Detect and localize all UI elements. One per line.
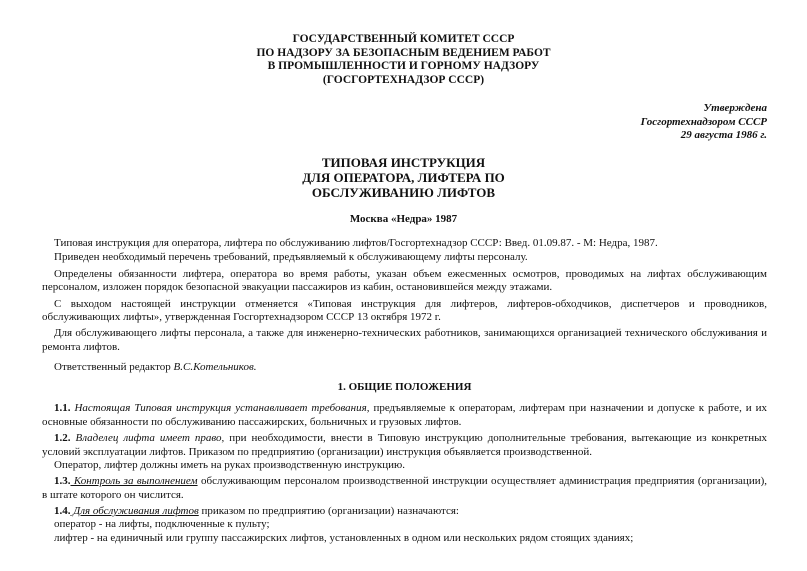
- item-1-3: [42, 475, 767, 502]
- item-1-4-number: 1.4.: [54, 505, 71, 518]
- editor-line: [42, 361, 767, 374]
- item-1-1-lead: Настоящая Типовая инструкция устанавливает требования,: [70, 402, 370, 415]
- header-line-2: ПО НАДЗОРУ ЗА БЕЗОПАСНЫМ ВЕДЕНИЕМ РАБОТ: [256, 46, 551, 59]
- intro-paragraph-2: Приведен необходимый перечень требований, предъявляемый к обслуживающему лифты персоналу.: [54, 251, 528, 264]
- agency-header: [0, 33, 807, 87]
- item-1-1: [42, 402, 767, 429]
- intro-paragraph-1: Типовая инструкция для оператора, лифтера по обслуживанию лифтов/Госгортехнадзор СССР: Введ. 01.09.87. - М: Недра, 1987.: [54, 237, 658, 249]
- publisher-imprint: Москва «Недра» 1987: [349, 213, 458, 225]
- approval-line-1: Утверждена: [703, 102, 767, 114]
- item-1-3-lead: Контроль за выполнением: [70, 475, 198, 488]
- item-1-4-lead: Для обслуживания лифтов: [70, 505, 199, 518]
- item-1-2-number: 1.2.: [54, 432, 71, 445]
- section-title: 1. ОБЩИЕ ПОЛОЖЕНИЯ: [337, 381, 472, 394]
- title-line-1: ТИПОВАЯ ИНСТРУКЦИЯ: [321, 155, 486, 170]
- item-1-2: [42, 432, 767, 459]
- approval-line-2: Госгортехнадзором СССР: [640, 115, 767, 128]
- document-title: [0, 155, 807, 200]
- intro-paragraph-3: Определены обязанности лифтера, оператора во время работы, указан объем ежесменных осмотров, проводимых на лифтах обслуживающим персоналом, изложен порядок безопасной эвакуации пассажиров из кабин, остановившейся между этажами.: [42, 267, 767, 294]
- document-body: [42, 237, 767, 545]
- header-line-3: В ПРОМЫШЛЕННОСТИ И ГОРНОМУ НАДЗОРУ: [267, 60, 540, 72]
- intro-paragraph-5: Для обслуживающего лифты персонала, а также для инженерно-технических работников, занимающихся организацией технического обслуживания и ремонта лифтов.: [42, 327, 767, 353]
- item-1-2-text: при необходимости, внести в Типовую инструкцию дополнительные требования, вытекающие из конкретных условий эксплуатации лифтов. Приказом по предприятию (организации) инструкция объявляется производственной.: [42, 432, 767, 458]
- editor-label: Ответственный редактор: [54, 361, 174, 374]
- item-1-2-lead: Владелец лифта имеет право,: [70, 432, 225, 445]
- approval-line-3: 29 августа 1986 г.: [680, 129, 767, 141]
- title-line-2: ДЛЯ ОПЕРАТОРА, ЛИФТЕРА ПО: [302, 170, 505, 185]
- item-1-1-number: 1.1.: [54, 402, 71, 415]
- editor-name: В.С.Котельников.: [173, 361, 257, 374]
- item-1-1-text: предъявляемые к операторам, лифтерам при назначении и допуске к работе, и их основные обязанности по обслуживанию пассажирских, больничных и грузовых лифтов.: [42, 402, 767, 428]
- item-1-4: [42, 505, 767, 518]
- item-1-4-text: приказом по предприятию (организации) назначаются:: [198, 505, 459, 518]
- title-line-3: ОБСЛУЖИВАНИЮ ЛИФТОВ: [311, 185, 496, 200]
- item-1-4-lifter: лифтер - на единичный или группу пассажирских лифтов, установленных в одном или нескольких рядом стоящих зданиях;: [54, 531, 634, 544]
- item-1-3-number: 1.3.: [54, 475, 71, 488]
- item-1-2-extra: Оператор, лифтер должны иметь на руках производственную инструкцию.: [54, 458, 405, 471]
- item-1-4-operator: оператор - на лифты, подключенные к пульту;: [54, 518, 270, 531]
- item-1-3-text: обслуживающим персоналом производственной инструкции осуществляет администрация предприятия (организации), в штате которого он числится.: [42, 475, 768, 501]
- header-line-4: (ГОСГОРТЕХНАДЗОР СССР): [322, 73, 485, 86]
- intro-paragraph-4: С выходом настоящей инструкции отменяется «Типовая инструкция для лифтеров, лифтеров-обходчиков, диспетчеров и проводников, обслуживающих лифты», утвержденная Госгортехнадзором СССР 13 октября 1972 г.: [42, 297, 767, 323]
- approval-block: [641, 102, 767, 143]
- header-line-1: ГОСУДАРСТВЕННЫЙ КОМИТЕТ СССР: [292, 33, 515, 45]
